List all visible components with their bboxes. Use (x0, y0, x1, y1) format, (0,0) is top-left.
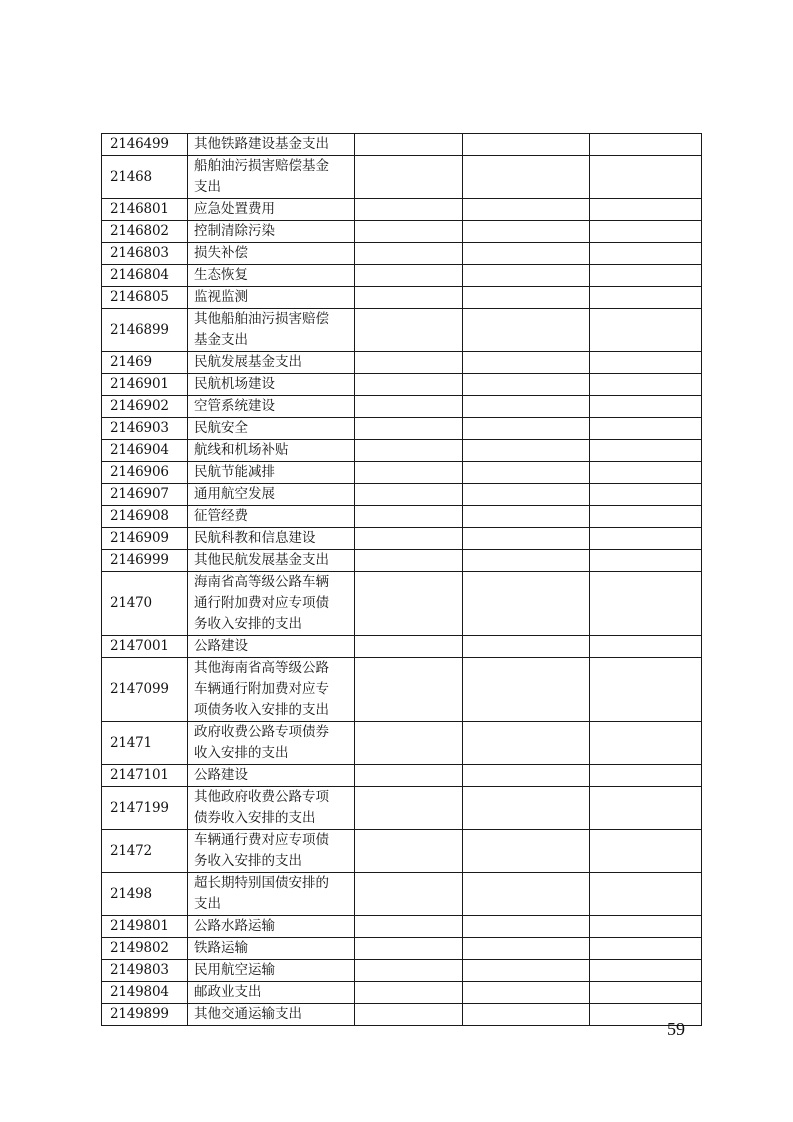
row-value-cell (590, 374, 702, 396)
table-row (102, 374, 702, 396)
row-name-cell: 政府收费公路专项债券 收入安排的支出 (188, 722, 355, 765)
row-value-cell (463, 550, 590, 572)
row-code-cell: 2146908 (102, 506, 188, 528)
row-value-cell (355, 374, 463, 396)
row-name-cell: 航线和机场补贴 (188, 440, 355, 462)
row-code-cell: 2146906 (102, 462, 188, 484)
row-value-cell (590, 722, 702, 765)
row-value-cell (355, 658, 463, 722)
row-name-cell: 其他海南省高等级公路 车辆通行附加费对应专 项债务收入安排的支出 (188, 658, 355, 722)
row-value-cell (355, 134, 463, 156)
row-code-cell: 2146801 (102, 199, 188, 221)
row-name-cell: 船舶油污损害赔偿基金 支出 (188, 156, 355, 199)
row-value-cell (463, 265, 590, 287)
row-value-cell (590, 765, 702, 787)
row-code-cell: 21470 (102, 572, 188, 636)
row-value-cell (590, 156, 702, 199)
row-value-cell (355, 287, 463, 309)
table-row (102, 873, 702, 916)
row-value-cell (590, 199, 702, 221)
table-row (102, 787, 702, 830)
row-name-cell: 民航安全 (188, 418, 355, 440)
table-row (102, 309, 702, 352)
row-code-cell: 2149801 (102, 916, 188, 938)
table-row (102, 287, 702, 309)
row-code-cell: 21498 (102, 873, 188, 916)
row-code-cell: 2149899 (102, 1004, 188, 1026)
row-name-cell: 民航机场建设 (188, 374, 355, 396)
row-value-cell (355, 243, 463, 265)
row-value-cell (355, 938, 463, 960)
table-row (102, 658, 702, 722)
table-row (102, 960, 702, 982)
row-value-cell (355, 156, 463, 199)
row-value-cell (590, 243, 702, 265)
row-value-cell (463, 374, 590, 396)
row-value-cell (590, 484, 702, 506)
row-code-cell: 2147199 (102, 787, 188, 830)
row-name-cell: 应急处置费用 (188, 199, 355, 221)
table-row (102, 221, 702, 243)
row-code-cell: 2146907 (102, 484, 188, 506)
row-value-cell (590, 440, 702, 462)
table-row (102, 636, 702, 658)
row-value-cell (355, 265, 463, 287)
row-code-cell: 21472 (102, 830, 188, 873)
row-value-cell (590, 418, 702, 440)
row-code-cell: 21471 (102, 722, 188, 765)
row-value-cell (355, 396, 463, 418)
row-value-cell (355, 484, 463, 506)
row-name-cell: 民航科教和信息建设 (188, 528, 355, 550)
table-row (102, 722, 702, 765)
table-row (102, 765, 702, 787)
table-row (102, 396, 702, 418)
row-value-cell (463, 440, 590, 462)
row-value-cell (355, 572, 463, 636)
row-value-cell (590, 960, 702, 982)
row-value-cell (463, 418, 590, 440)
row-value-cell (355, 462, 463, 484)
row-name-cell: 车辆通行费对应专项债 务收入安排的支出 (188, 830, 355, 873)
row-name-cell: 其他交通运输支出 (188, 1004, 355, 1026)
row-code-cell: 2146909 (102, 528, 188, 550)
row-value-cell (355, 722, 463, 765)
row-value-cell (463, 352, 590, 374)
row-name-cell: 其他民航发展基金支出 (188, 550, 355, 572)
row-value-cell (355, 787, 463, 830)
row-code-cell: 2149804 (102, 982, 188, 1004)
row-value-cell (463, 722, 590, 765)
row-value-cell (590, 134, 702, 156)
row-value-cell (355, 506, 463, 528)
row-value-cell (355, 528, 463, 550)
row-name-cell: 民用航空运输 (188, 960, 355, 982)
row-value-cell (355, 960, 463, 982)
table-row (102, 982, 702, 1004)
row-value-cell (463, 572, 590, 636)
table-row (102, 528, 702, 550)
row-value-cell (590, 636, 702, 658)
row-value-cell (355, 1004, 463, 1026)
row-value-cell (463, 1004, 590, 1026)
row-value-cell (590, 550, 702, 572)
table-row (102, 243, 702, 265)
row-value-cell (463, 916, 590, 938)
row-name-cell: 其他铁路建设基金支出 (188, 134, 355, 156)
row-value-cell (590, 916, 702, 938)
table-row (102, 550, 702, 572)
row-value-cell (355, 418, 463, 440)
row-value-cell (590, 830, 702, 873)
row-value-cell (590, 938, 702, 960)
row-value-cell (355, 982, 463, 1004)
row-value-cell (590, 787, 702, 830)
row-value-cell (463, 765, 590, 787)
table-row (102, 938, 702, 960)
table-row (102, 352, 702, 374)
row-value-cell (463, 528, 590, 550)
table-row (102, 440, 702, 462)
row-value-cell (590, 462, 702, 484)
row-code-cell: 2146805 (102, 287, 188, 309)
row-value-cell (463, 938, 590, 960)
row-code-cell: 21468 (102, 156, 188, 199)
row-value-cell (355, 916, 463, 938)
row-name-cell: 损失补偿 (188, 243, 355, 265)
row-value-cell (355, 873, 463, 916)
row-code-cell: 2149802 (102, 938, 188, 960)
row-value-cell (463, 156, 590, 199)
table-row (102, 484, 702, 506)
row-value-cell (590, 396, 702, 418)
row-code-cell: 2146499 (102, 134, 188, 156)
table-row (102, 265, 702, 287)
row-value-cell (590, 221, 702, 243)
page-number: 59 (667, 1019, 685, 1039)
row-name-cell: 空管系统建设 (188, 396, 355, 418)
row-value-cell (463, 960, 590, 982)
row-name-cell: 公路建设 (188, 765, 355, 787)
row-code-cell: 2146902 (102, 396, 188, 418)
row-name-cell: 海南省高等级公路车辆 通行附加费对应专项债 务收入安排的支出 (188, 572, 355, 636)
row-value-cell (463, 982, 590, 1004)
row-value-cell (463, 243, 590, 265)
row-value-cell (463, 309, 590, 352)
row-code-cell: 2146804 (102, 265, 188, 287)
row-name-cell: 控制清除污染 (188, 221, 355, 243)
row-value-cell (590, 352, 702, 374)
row-value-cell (463, 787, 590, 830)
row-value-cell (590, 658, 702, 722)
row-value-cell (590, 506, 702, 528)
row-value-cell (355, 352, 463, 374)
row-value-cell (355, 440, 463, 462)
row-value-cell (590, 572, 702, 636)
row-name-cell: 公路水路运输 (188, 916, 355, 938)
row-value-cell (463, 396, 590, 418)
table-row (102, 506, 702, 528)
table-row (102, 462, 702, 484)
row-name-cell: 民航节能减排 (188, 462, 355, 484)
row-value-cell (355, 830, 463, 873)
row-value-cell (355, 199, 463, 221)
row-value-cell (355, 309, 463, 352)
row-value-cell (590, 528, 702, 550)
row-value-cell (463, 199, 590, 221)
row-name-cell: 铁路运输 (188, 938, 355, 960)
table-body (102, 134, 702, 1026)
row-code-cell: 2146903 (102, 418, 188, 440)
row-value-cell (463, 484, 590, 506)
row-code-cell: 2146901 (102, 374, 188, 396)
row-name-cell: 其他船舶油污损害赔偿 基金支出 (188, 309, 355, 352)
row-name-cell: 公路建设 (188, 636, 355, 658)
row-code-cell: 2146999 (102, 550, 188, 572)
row-value-cell (463, 506, 590, 528)
row-value-cell (463, 830, 590, 873)
row-value-cell (355, 550, 463, 572)
table-row (102, 156, 702, 199)
row-code-cell: 2147001 (102, 636, 188, 658)
table-row (102, 572, 702, 636)
row-code-cell: 2147101 (102, 765, 188, 787)
row-value-cell (463, 462, 590, 484)
row-value-cell (355, 221, 463, 243)
table-row (102, 418, 702, 440)
row-value-cell (590, 873, 702, 916)
row-name-cell: 监视监测 (188, 287, 355, 309)
row-code-cell: 2146803 (102, 243, 188, 265)
row-value-cell (355, 765, 463, 787)
row-value-cell (463, 221, 590, 243)
row-name-cell: 民航发展基金支出 (188, 352, 355, 374)
budget-table (101, 133, 702, 1026)
row-code-cell: 2146899 (102, 309, 188, 352)
row-value-cell (463, 134, 590, 156)
row-value-cell (590, 982, 702, 1004)
row-value-cell (463, 873, 590, 916)
row-name-cell: 征管经费 (188, 506, 355, 528)
row-name-cell: 其他政府收费公路专项 债券收入安排的支出 (188, 787, 355, 830)
row-value-cell (590, 265, 702, 287)
table-row (102, 830, 702, 873)
table-row (102, 199, 702, 221)
row-value-cell (590, 309, 702, 352)
row-code-cell: 21469 (102, 352, 188, 374)
row-code-cell: 2149803 (102, 960, 188, 982)
row-value-cell (590, 287, 702, 309)
row-code-cell: 2146904 (102, 440, 188, 462)
row-name-cell: 通用航空发展 (188, 484, 355, 506)
row-code-cell: 2146802 (102, 221, 188, 243)
row-code-cell: 2147099 (102, 658, 188, 722)
table-row (102, 134, 702, 156)
row-value-cell (355, 636, 463, 658)
row-value-cell (463, 658, 590, 722)
table-row (102, 1004, 702, 1026)
row-name-cell: 邮政业支出 (188, 982, 355, 1004)
row-value-cell (463, 636, 590, 658)
row-value-cell (463, 287, 590, 309)
table-row (102, 916, 702, 938)
row-name-cell: 超长期特别国债安排的 支出 (188, 873, 355, 916)
row-name-cell: 生态恢复 (188, 265, 355, 287)
